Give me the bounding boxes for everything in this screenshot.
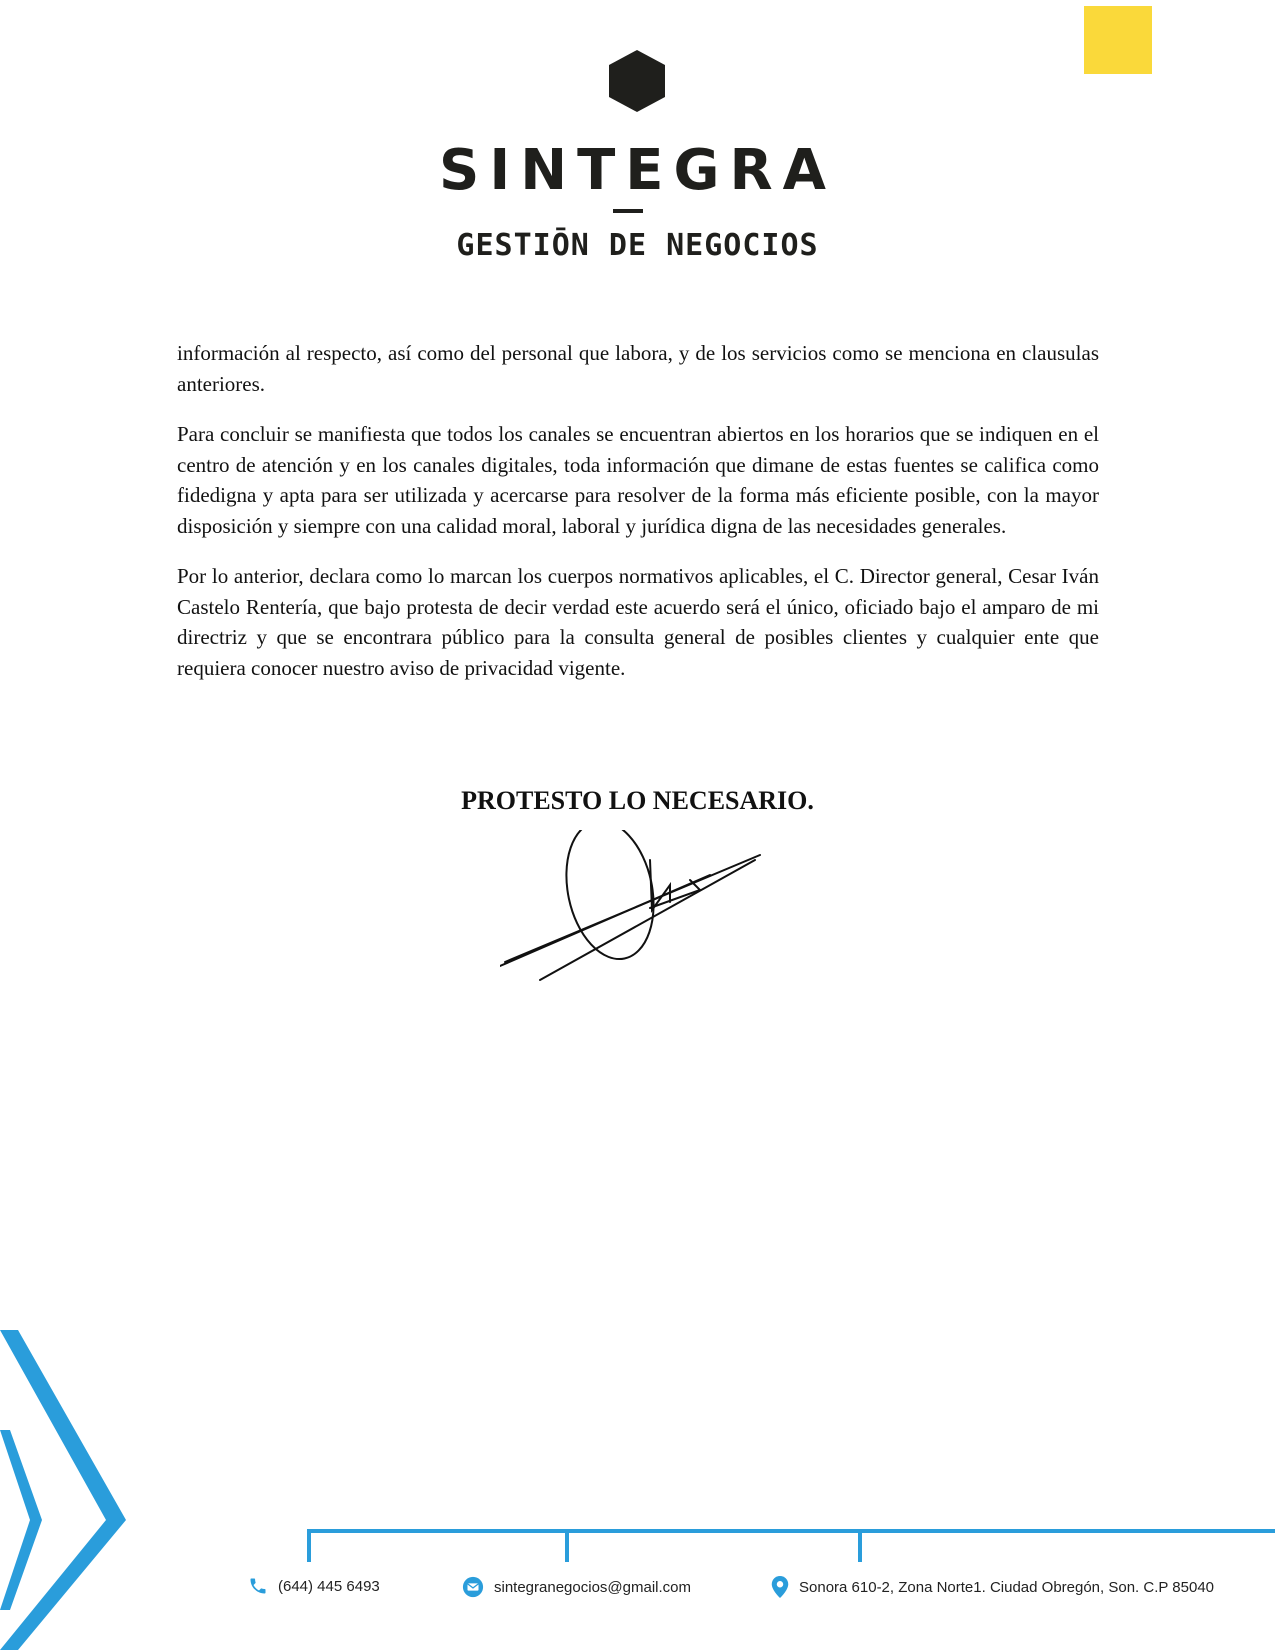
paragraph-3: Por lo anterior, declara como lo marcan los cuerpos normativos aplicables, el C. Director general, Cesar Iván Castelo Rentería, que bajo protesta de decir verdad este acuerdo será el único, oficiado bajo el amparo de mi directriz y que se encontrara público para la consulta general de posibles clientes y cualquier ente que requiera conocer nuestro aviso de privacidad vigente.: [177, 564, 1099, 680]
closing-statement: PROTESTO LO NECESARIO.: [461, 786, 814, 815]
email-address: sintegranegocios@gmail.com: [494, 1578, 691, 1596]
location-pin-icon: [771, 1576, 789, 1598]
letter-body: [177, 338, 1099, 703]
footer-phone: [248, 1576, 380, 1596]
brand-underline: [613, 209, 643, 213]
phone-icon: [248, 1576, 268, 1596]
handwritten-signature: [500, 830, 780, 990]
company-logo: [0, 0, 1275, 280]
phone-number: (644) 445 6493: [278, 1577, 380, 1595]
paragraph-2: Para concluir se manifiesta que todos los canales se encuentran abiertos en los horarios que se indiquen en el centro de atención y en los canales digitales, toda información que dimane de estas fuentes se califica como fidedigna y apta para ser utilizada y acercarse para resolver de la forma más eficiente posible, con la mayor disposición y siempre con una calidad moral, laboral y jurídica digna de las necesidades generales.: [177, 422, 1099, 538]
brand-tagline: GESTIŌN DE NEGOCIOS: [456, 228, 819, 263]
hexagon-icon: [604, 48, 670, 114]
footer-address: [771, 1576, 1214, 1598]
mail-icon: [462, 1576, 484, 1598]
street-address: Sonora 610-2, Zona Norte1. Ciudad Obregón, Son. C.P 85040: [799, 1578, 1214, 1596]
footer-email: [462, 1576, 691, 1598]
blue-chevrons: [0, 1330, 130, 1650]
brand-name: SINTEGRA: [439, 138, 836, 203]
paragraph-1: información al respecto, así como del personal que labora, y de los servicios como se menciona en clausulas anteriores.: [177, 341, 1099, 396]
